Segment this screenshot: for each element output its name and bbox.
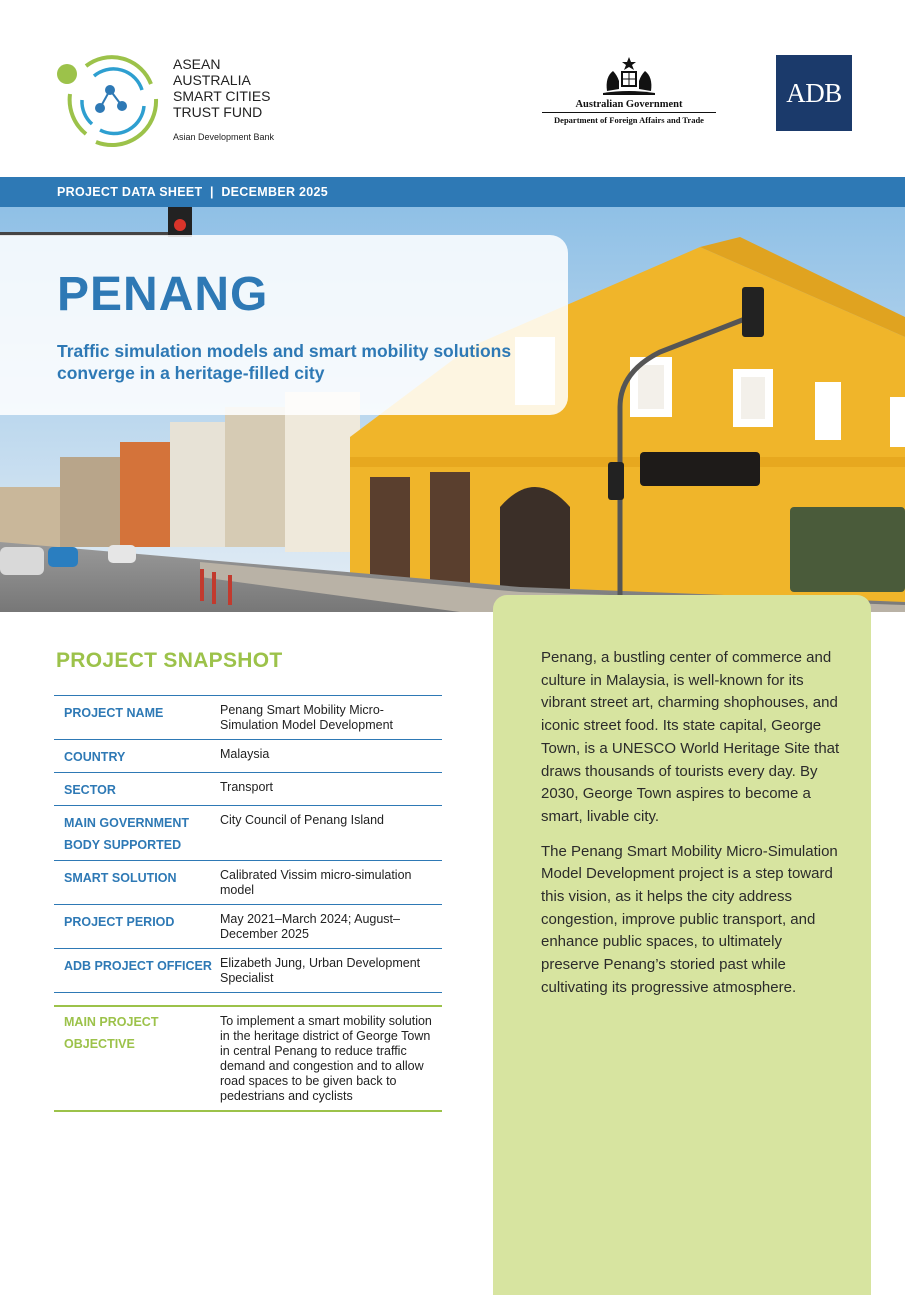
snapshot-table xyxy=(54,695,442,1112)
row-label: MAIN PROJECT OBJECTIVE xyxy=(64,1015,159,1051)
asean-logo-text xyxy=(173,56,271,120)
row-value: Elizabeth Jung, Urban Development Specialist xyxy=(220,956,421,985)
row-label: MAIN GOVERNMENT BODY SUPPORTED xyxy=(64,816,189,852)
row-value: Penang Smart Mobility Micro-Simulation Model Development xyxy=(220,703,394,732)
australian-government-logo xyxy=(540,55,718,135)
asean-logo-line: AUSTRALIA xyxy=(173,72,251,88)
row-label: ADB PROJECT OFFICER xyxy=(64,959,212,973)
row-label: SMART SOLUTION xyxy=(64,871,177,885)
coat-of-arms-icon xyxy=(599,55,659,97)
table-row xyxy=(54,948,442,993)
row-value: To implement a smart mobility solution in the heritage district of George Town in central Penang to reduce traffic demand and congestion and to allow road spaces to be given back to pedestrians and cyclists xyxy=(220,1014,432,1103)
intro-paragraph: Penang, a bustling center of commerce and culture in Malaysia, is well-known for its vibrant street art, charming shophouses, and iconic street food. Its state capital, George Town, is a UNESCO World Heritage Site that draws thousands of tourists every day. By 2030, George Town aspires to become a smart, livable city. xyxy=(541,649,840,825)
table-row xyxy=(54,805,442,860)
divider xyxy=(542,112,716,113)
adb-logo: ADB xyxy=(776,55,852,131)
asean-logo-line: TRUST FUND xyxy=(173,104,263,120)
page-subtitle: Traffic simulation models and smart mobility solutions converge in a heritage-filled city xyxy=(57,341,512,383)
snapshot-heading: PROJECT SNAPSHOT xyxy=(56,649,283,672)
table-row xyxy=(54,772,442,805)
hero-title-box xyxy=(0,235,568,415)
row-value: Malaysia xyxy=(220,747,270,761)
table-row xyxy=(54,695,442,739)
intro-text xyxy=(541,647,841,1012)
row-label: COUNTRY xyxy=(64,750,126,764)
row-value: City Council of Penang Island xyxy=(220,813,384,827)
table-row-objective xyxy=(54,1005,442,1112)
australian-government-title: Australian Government xyxy=(575,99,683,110)
asean-logo-line: ASEAN xyxy=(173,56,221,72)
smart-cities-emblem-icon xyxy=(56,54,166,149)
asean-logo-line: SMART CITIES xyxy=(173,88,271,104)
page-title: PENANG xyxy=(57,268,269,321)
table-row xyxy=(54,739,442,772)
row-value: May 2021–March 2024; August–December 2025 xyxy=(220,912,400,941)
asean-logo-subtitle: Asian Development Bank xyxy=(173,132,275,142)
intro-paragraph: The Penang Smart Mobility Micro-Simulation Model Development project is a step toward this vision, as it helps the city address congestion, improve public transport, and enhance public spaces, to ultimately preserve Penang’s storied past while cultivating its progressive atmosphere. xyxy=(541,842,838,996)
table-row xyxy=(54,860,442,904)
table-row xyxy=(54,904,442,948)
row-label: SECTOR xyxy=(64,783,116,797)
department-name: Department of Foreign Affairs and Trade xyxy=(554,115,704,125)
row-value: Calibrated Vissim micro-simulation model xyxy=(220,868,412,897)
row-value: Transport xyxy=(220,780,274,794)
asean-australia-logo xyxy=(56,54,296,149)
banner-text: PROJECT DATA SHEET | DECEMBER 2025 xyxy=(57,185,329,199)
intro-panel xyxy=(493,595,871,1295)
row-label: PROJECT PERIOD xyxy=(64,915,175,929)
row-label: PROJECT NAME xyxy=(64,706,164,720)
data-sheet-banner xyxy=(0,177,905,207)
